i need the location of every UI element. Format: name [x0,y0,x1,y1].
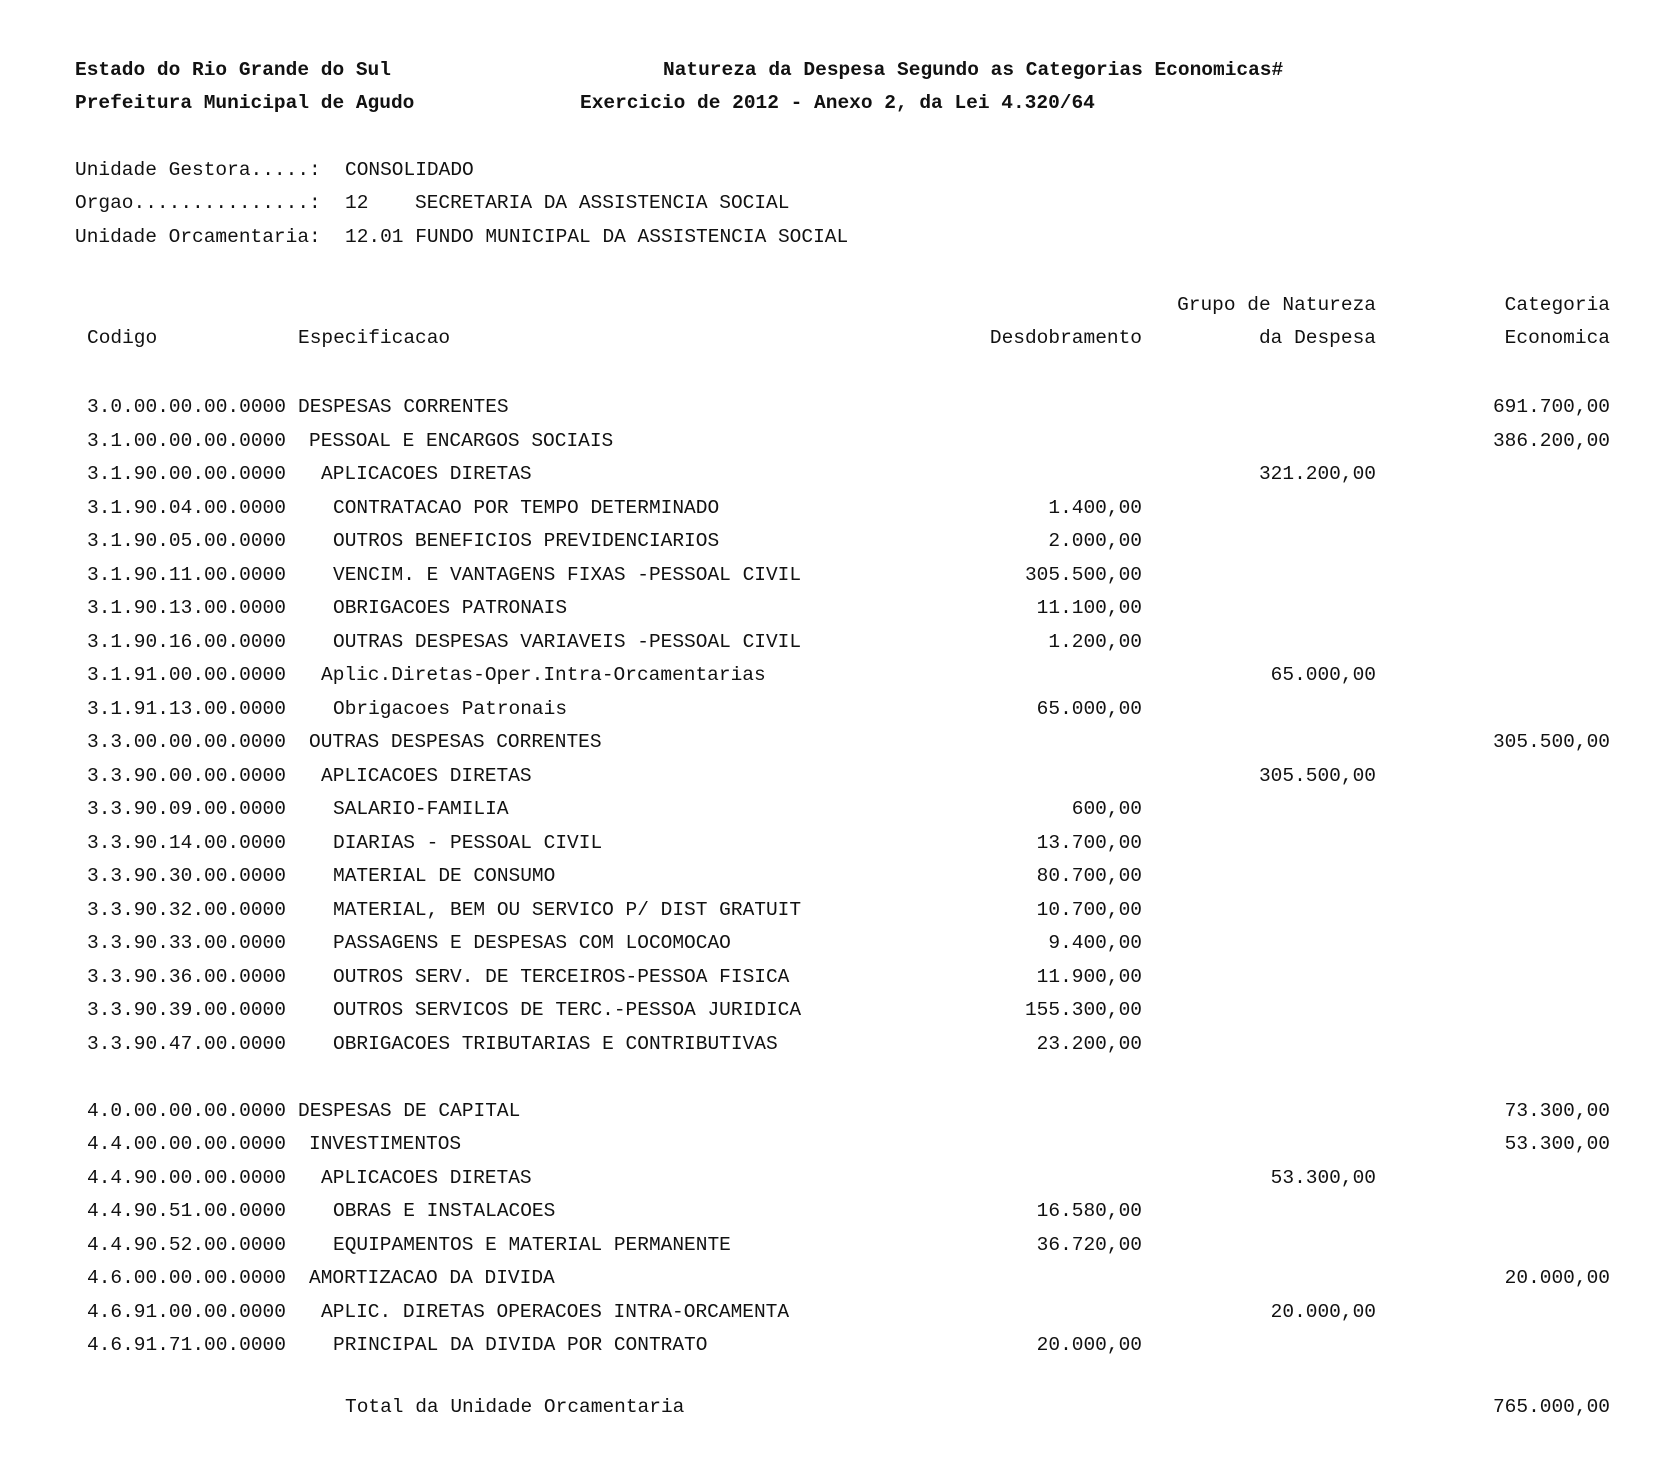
row-code: 3.3.90.39.00.0000 [87,999,286,1021]
row-code: 4.6.91.00.00.0000 [87,1301,286,1323]
row-grupo-natureza: 53.300,00 [1270,1167,1376,1189]
row-grupo-natureza: 321.200,00 [1258,463,1376,485]
row-code: 3.3.90.36.00.0000 [87,966,286,988]
row-code: 3.3.90.14.00.0000 [87,832,286,854]
municipality-name: Prefeitura Municipal de Agudo [75,92,415,114]
row-desdobramento: 600,00 [1071,798,1142,820]
orgao-code: 12 [345,192,369,214]
row-code: 4.4.90.51.00.0000 [87,1200,286,1222]
row-code: 3.1.90.05.00.0000 [87,530,286,552]
row-specification: APLIC. DIRETAS OPERACOES INTRA-ORCAMENTA [321,1301,790,1323]
row-specification: CONTRATACAO POR TEMPO DETERMINADO [333,497,720,519]
column-especificacao: Especificacao [298,327,451,349]
row-desdobramento: 16.580,00 [1036,1200,1142,1222]
column-grupo-line1: Grupo de Natureza [1177,294,1376,316]
row-specification: PASSAGENS E DESPESAS COM LOCOMOCAO [333,932,731,954]
table-row [0,631,1653,655]
row-desdobramento: 23.200,00 [1036,1033,1142,1055]
unidade-orcamentaria-label: Unidade Orcamentaria: [75,226,321,248]
row-specification: AMORTIZACAO DA DIVIDA [309,1267,555,1289]
row-code: 3.3.00.00.00.0000 [87,731,286,753]
table-row [0,1200,1653,1224]
unidade-gestora-label: Unidade Gestora.....: [75,159,321,181]
table-row [0,832,1653,856]
table-row [0,597,1653,621]
column-codigo: Codigo [87,327,158,349]
unidade-gestora-value: CONSOLIDADO [345,159,474,181]
row-code: 3.1.90.16.00.0000 [87,631,286,653]
row-specification: PESSOAL E ENCARGOS SOCIAIS [309,430,614,452]
row-code: 4.4.00.00.00.0000 [87,1133,286,1155]
row-specification: DIARIAS - PESSOAL CIVIL [333,832,603,854]
table-row [0,396,1653,420]
row-categoria-economica: 305.500,00 [1492,731,1610,753]
row-code: 3.3.90.33.00.0000 [87,932,286,954]
row-code: 3.3.90.32.00.0000 [87,899,286,921]
row-specification: EQUIPAMENTOS E MATERIAL PERMANENTE [333,1234,731,1256]
row-specification: Aplic.Diretas-Oper.Intra-Orcamentarias [321,664,766,686]
row-code: 3.1.91.00.00.0000 [87,664,286,686]
row-specification: DESPESAS DE CAPITAL [298,1100,521,1122]
row-code: 4.0.00.00.00.0000 [87,1100,286,1122]
table-row [0,1133,1653,1157]
row-code: 3.1.90.00.00.0000 [87,463,286,485]
row-specification: OUTROS BENEFICIOS PREVIDENCIARIOS [333,530,720,552]
row-code: 3.3.90.09.00.0000 [87,798,286,820]
row-specification: DESPESAS CORRENTES [298,396,509,418]
table-row [0,765,1653,789]
row-code: 3.1.90.04.00.0000 [87,497,286,519]
total-label: Total da Unidade Orcamentaria [345,1396,685,1418]
table-row [0,1100,1653,1124]
row-code: 4.6.91.71.00.0000 [87,1334,286,1356]
row-code: 4.4.90.00.00.0000 [87,1167,286,1189]
column-categoria-line1: Categoria [1504,294,1610,316]
row-specification: OUTROS SERVICOS DE TERC.-PESSOA JURIDICA [333,999,802,1021]
table-row [0,1033,1653,1057]
column-categoria-line2: Economica [1504,327,1610,349]
row-desdobramento: 1.200,00 [1048,631,1142,653]
orgao-label: Orgao...............: [75,192,321,214]
table-row [0,1267,1653,1291]
row-desdobramento: 305.500,00 [1024,564,1142,586]
row-specification: MATERIAL DE CONSUMO [333,865,556,887]
row-code: 4.4.90.52.00.0000 [87,1234,286,1256]
row-categoria-economica: 20.000,00 [1504,1267,1610,1289]
row-desdobramento: 11.100,00 [1036,597,1142,619]
row-code: 3.3.90.00.00.0000 [87,765,286,787]
row-desdobramento: 10.700,00 [1036,899,1142,921]
row-specification: INVESTIMENTOS [309,1133,462,1155]
table-row [0,932,1653,956]
table-row [0,463,1653,487]
row-specification: MATERIAL, BEM OU SERVICO P/ DIST GRATUIT [333,899,802,921]
row-desdobramento: 20.000,00 [1036,1334,1142,1356]
row-desdobramento: 36.720,00 [1036,1234,1142,1256]
row-desdobramento: 2.000,00 [1048,530,1142,552]
row-code: 4.6.00.00.00.0000 [87,1267,286,1289]
report-title: Natureza da Despesa Segundo as Categorias Economicas# [663,59,1284,81]
table-row [0,731,1653,755]
row-specification: Obrigacoes Patronais [333,698,568,720]
row-code: 3.0.00.00.00.0000 [87,396,286,418]
row-desdobramento: 9.400,00 [1048,932,1142,954]
column-desdobramento: Desdobramento [989,327,1142,349]
table-row [0,966,1653,990]
row-code: 3.3.90.30.00.0000 [87,865,286,887]
row-desdobramento: 11.900,00 [1036,966,1142,988]
row-categoria-economica: 691.700,00 [1492,396,1610,418]
row-code: 3.1.00.00.00.0000 [87,430,286,452]
table-row [0,1234,1653,1258]
row-grupo-natureza: 65.000,00 [1270,664,1376,686]
row-desdobramento: 13.700,00 [1036,832,1142,854]
row-specification: APLICACOES DIRETAS [321,1167,532,1189]
row-code: 3.1.90.11.00.0000 [87,564,286,586]
row-specification: APLICACOES DIRETAS [321,463,532,485]
row-code: 3.1.90.13.00.0000 [87,597,286,619]
row-desdobramento: 155.300,00 [1024,999,1142,1021]
row-categoria-economica: 386.200,00 [1492,430,1610,452]
table-row [0,1167,1653,1191]
row-grupo-natureza: 305.500,00 [1258,765,1376,787]
row-specification: OUTRAS DESPESAS VARIAVEIS -PESSOAL CIVIL [333,631,802,653]
table-row [0,664,1653,688]
row-code: 3.1.91.13.00.0000 [87,698,286,720]
row-desdobramento: 65.000,00 [1036,698,1142,720]
row-desdobramento: 1.400,00 [1048,497,1142,519]
table-row [0,798,1653,822]
table-row [0,497,1653,521]
row-specification: PRINCIPAL DA DIVIDA POR CONTRATO [333,1334,708,1356]
table-row [0,999,1653,1023]
row-desdobramento: 80.700,00 [1036,865,1142,887]
row-grupo-natureza: 20.000,00 [1270,1301,1376,1323]
row-specification: SALARIO-FAMILIA [333,798,509,820]
orgao-name: SECRETARIA DA ASSISTENCIA SOCIAL [415,192,790,214]
total-value: 765.000,00 [1492,1396,1610,1418]
table-row [0,530,1653,554]
table-row [0,698,1653,722]
row-specification: OBRIGACOES PATRONAIS [333,597,568,619]
report-subtitle: Exercicio de 2012 - Anexo 2, da Lei 4.320/64 [580,92,1095,114]
table-row [0,899,1653,923]
row-code: 3.3.90.47.00.0000 [87,1033,286,1055]
row-specification: OBRAS E INSTALACOES [333,1200,556,1222]
state-name: Estado do Rio Grande do Sul [75,59,391,81]
row-categoria-economica: 73.300,00 [1504,1100,1610,1122]
row-specification: OBRIGACOES TRIBUTARIAS E CONTRIBUTIVAS [333,1033,778,1055]
table-row [0,1334,1653,1358]
table-row [0,1301,1653,1325]
row-specification: OUTROS SERV. DE TERCEIROS-PESSOA FISICA [333,966,790,988]
row-categoria-economica: 53.300,00 [1504,1133,1610,1155]
table-row [0,430,1653,454]
row-specification: VENCIM. E VANTAGENS FIXAS -PESSOAL CIVIL [333,564,802,586]
column-grupo-line2: da Despesa [1258,327,1376,349]
unidade-orcamentaria-value: 12.01 FUNDO MUNICIPAL DA ASSISTENCIA SOCIAL [345,226,849,248]
row-specification: OUTRAS DESPESAS CORRENTES [309,731,602,753]
row-specification: APLICACOES DIRETAS [321,765,532,787]
table-row [0,564,1653,588]
table-row [0,865,1653,889]
